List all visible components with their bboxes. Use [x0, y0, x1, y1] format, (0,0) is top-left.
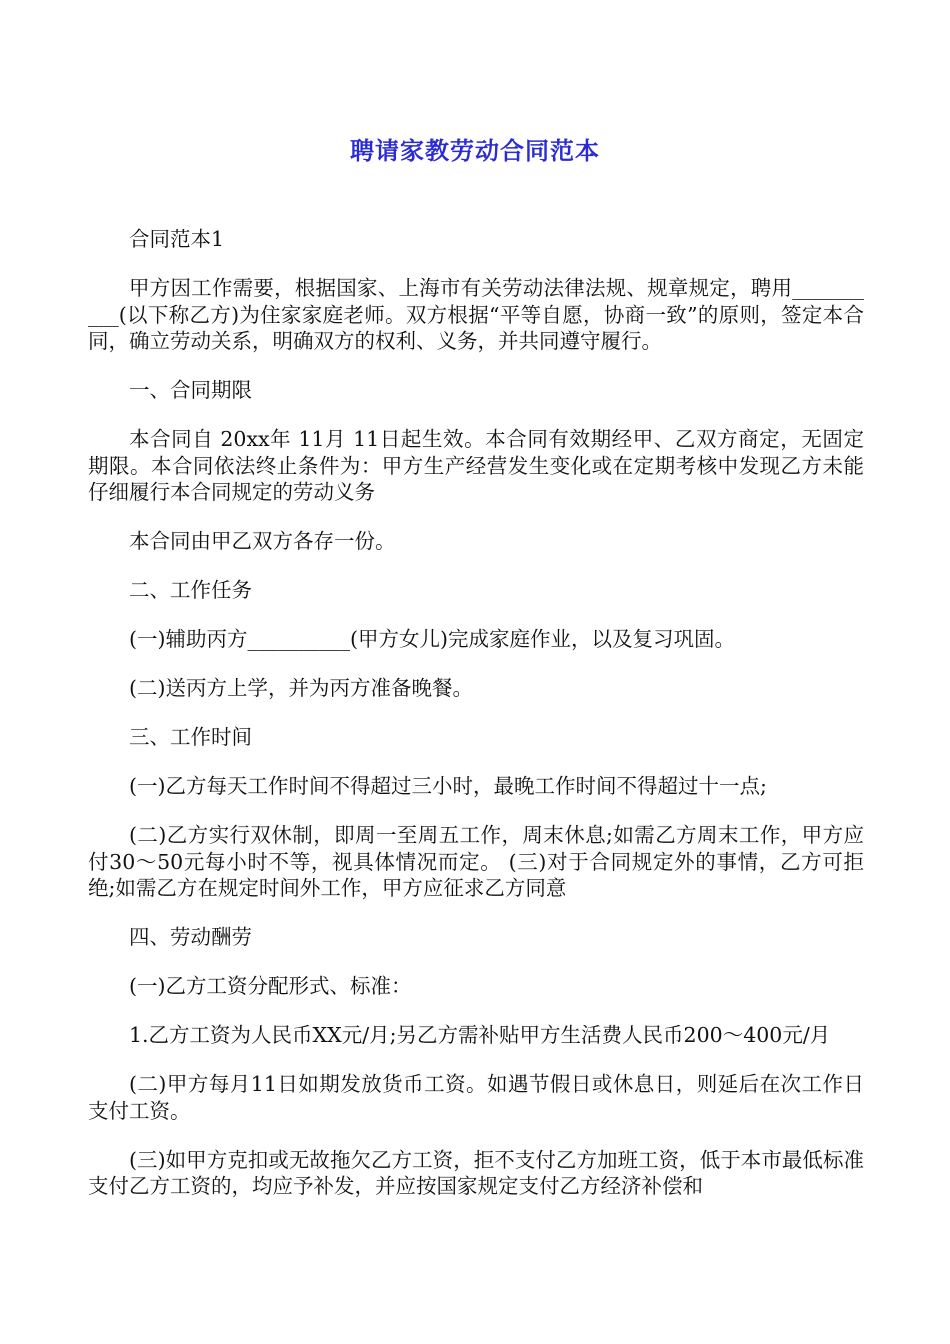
- paragraph-preamble: 甲方因工作需要，根据国家、上海市有关劳动法律法规、规章规定，聘用__________(以下称乙方)为住家家庭老师。双方根据“平等自愿，协商一致”的原则，签定本合同，确立劳动关系，明确双方的权利、义务，并共同遵守履行。: [88, 276, 864, 353]
- heading-work-time: 三、工作时间: [129, 725, 252, 749]
- paragraph-time-2: (二)乙方实行双休制，即周一至周五工作，周末休息;如需乙方周末工作，甲方应付30～50元每小时不等，视具体情况而定。 (三)对于合同规定外的事情，乙方可拒绝;如需乙方在规定时间外工作，甲方应征求乙方同意: [88, 823, 864, 900]
- paragraph-pay-form: (一)乙方工资分配形式、标准：: [129, 974, 412, 998]
- paragraph-time-1: (一)乙方每天工作时间不得超过三小时，最晚工作时间不得超过十一点;: [129, 774, 767, 798]
- paragraph-pay-date: (二)甲方每月11日如期发放货币工资。如遇节假日或休息日，则延后在次工作日支付工资。: [88, 1072, 864, 1123]
- heading-remuneration: 四、劳动酬劳: [129, 925, 252, 949]
- paragraph-task-1: (一)辅助丙方__________(甲方女儿)完成家庭作业，以及复习巩固。: [129, 627, 735, 651]
- paragraph-contract-sample-label: 合同范本1: [129, 227, 225, 251]
- document-title: 聘请家教劳动合同范本: [350, 137, 600, 165]
- paragraph-pay-arrears: (三)如甲方克扣或无故拖欠乙方工资，拒不支付乙方加班工资，低于本市最低标准支付乙方工资的，均应予补发，并应按国家规定支付乙方经济补偿和: [88, 1147, 864, 1198]
- paragraph-task-2: (二)送丙方上学，并为丙方准备晚餐。: [129, 676, 473, 700]
- document-body: [88, 226, 864, 1222]
- heading-work-tasks: 二、工作任务: [129, 578, 252, 602]
- paragraph-contract-term: 本合同自 20xx年 11月 11日起生效。本合同有效期经甲、乙双方商定，无固定期限。本合同依法终止条件为：甲方生产经营发生变化或在定期考核中发现乙方未能仔细履行本合同规定的劳动义务: [88, 427, 864, 504]
- paragraph-copies: 本合同由甲乙双方各存一份。: [129, 529, 396, 553]
- heading-contract-term: 一、合同期限: [129, 378, 252, 402]
- paragraph-pay-amount: 1.乙方工资为人民币XX元/月;另乙方需补贴甲方生活费人民币200～400元/月: [129, 1023, 831, 1047]
